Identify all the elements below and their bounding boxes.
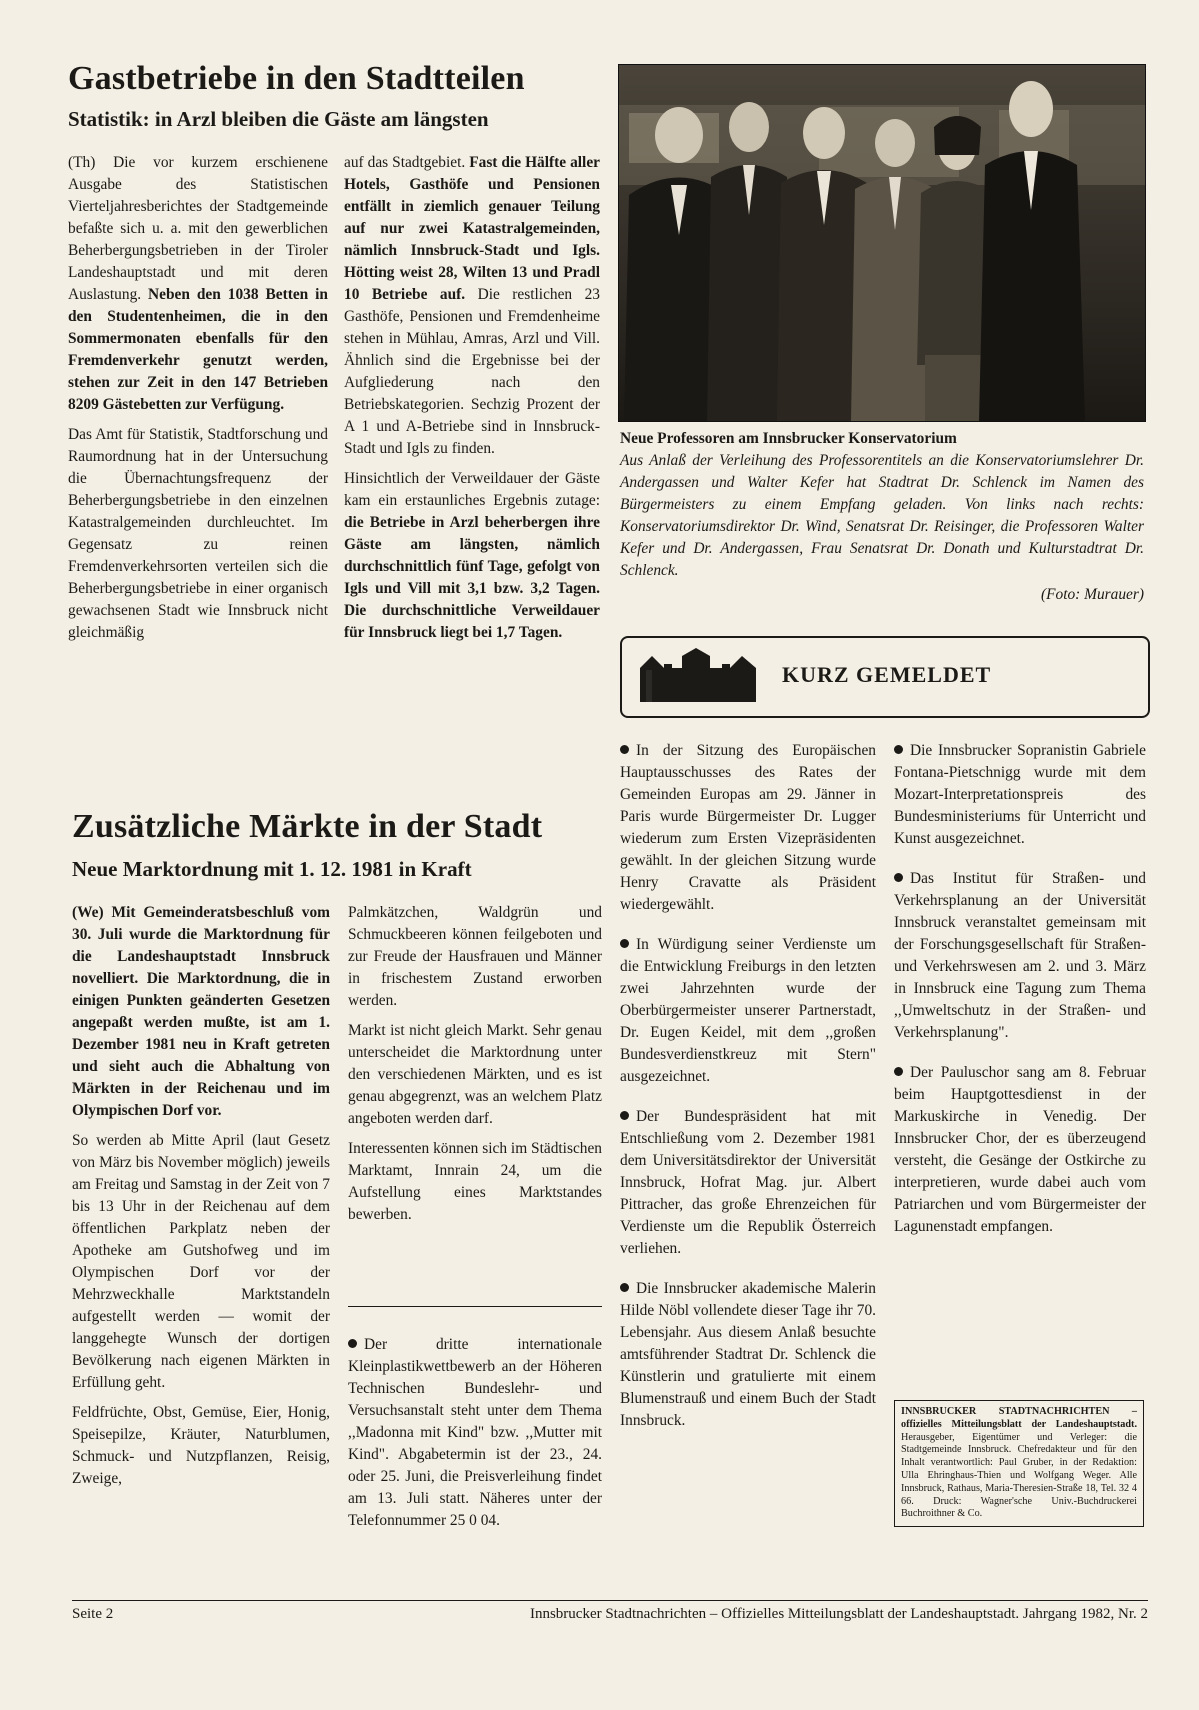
article2-paragraph: Interessenten können sich im Städtischen Marktamt, Innrain 24, um die Aufstellung eines Marktstandes bewerben. <box>348 1140 602 1223</box>
kurz-gemeldet-banner <box>620 636 1150 718</box>
bullet-icon <box>894 873 903 882</box>
footer-rule <box>72 1600 1148 1601</box>
kurz-column-1 <box>620 740 876 1440</box>
bullet-icon <box>620 1283 629 1292</box>
bold-text-run: die Betriebe in Arzl beherbergen ihre Gäste am längsten, nämlich durchschnittlich fünf Tage, gefolgt von Igls und Vill mit 3,1 bzw. 3,2 Tagen. Die durchschnittliche Verweildauer für Innsbruck liegt bei 1,7 Tagen. <box>344 514 600 641</box>
article2-paragraph: Feldfrüchte, Obst, Gemüse, Eier, Honig, Speisepilze, Kräuter, Naturblumen, Schmuck- und Nutzpflanzen, Reisig, Zweige, <box>72 1404 330 1487</box>
article2-paragraph: Markt ist nicht gleich Markt. Sehr genau unterscheidet die Marktordnung unter den verschiedenen Märkten, und es ist genau abgegrenzt, was an welchem Platz angeboten werden darf. <box>348 1022 602 1127</box>
kurz-item <box>620 1106 876 1260</box>
bullet-icon <box>894 1067 903 1076</box>
group-photo <box>618 64 1146 422</box>
group-photo-illustration <box>619 65 1145 421</box>
kurz-item-text: Das Institut für Straßen- und Verkehrsplanung an der Universität Innsbruck veranstaltet gemeinsam mit der Forschungsgesellschaft für Straßen- und Verkehrswesen am 2. und 3. März in Innsbruck eine Tagung zum Thema ,,Umweltschutz in der Straßen- und Verkehrsplanung". <box>894 870 1146 1041</box>
notice-item <box>348 1334 602 1532</box>
text-run: Die restlichen 23 Gasthöfe, Pensionen und Fremdenheime stehen in Mühlau, Amras, Arzl und Vill. Ähnlich sind die Ergebnisse bei der Aufgliederung nach den Betriebskategorien. Sechzig Prozent der A 1 und A-Betriebe sind in Innsbruck-Stadt und Igls zu finden. <box>344 286 600 457</box>
article1-title: Gastbetriebe in den Stadtteilen <box>68 60 525 97</box>
kurz-item <box>620 934 876 1088</box>
kurz-item <box>894 868 1146 1044</box>
footer-page-number: Seite 2 <box>72 1606 114 1622</box>
article2-title: Zusätzliche Märkte in der Stadt <box>72 808 543 845</box>
article2-subtitle: Neue Marktordnung mit 1. 12. 1981 in Kraft <box>72 857 472 881</box>
kurz-item-text: Die Innsbrucker akademische Malerin Hilde Nöbl vollendete dieser Tage ihr 70. Lebensjahr. Aus diesem Anlaß besuchte amtsführender Stadtrat Dr. Schlenck die Künstlerin und gratulierte mit einem Blumenstrauß und einem Buch der Stadt Innsbruck. <box>620 1280 876 1429</box>
article2-paragraph: Palmkätzchen, Waldgrün und Schmuckbeeren können feilgeboten und zur Freude der Hausfrauen und Männer in frischestem Zustand erworben werden. <box>348 904 602 1009</box>
notice-column <box>348 1334 602 1540</box>
impressum-box <box>894 1400 1144 1527</box>
photo-caption-text: Aus Anlaß der Verleihung des Professorentitels an die Konservatoriumslehrer Dr. Andergassen und Walter Kefer hat Stadtrat Dr. Schlenck im Namen des Bürgermeisters zu einem Empfang geladen. Von links nach rechts: Konservatoriumsdirektor Dr. Wind, Senatsrat Dr. Reisinger, die Professoren Walter Kefer und Dr. Andergassen, Frau Senatsrat Dr. Donath und Kulturstadtrat Dr. Schlenck. <box>620 452 1144 579</box>
article1-subtitle: Statistik: in Arzl bleiben die Gäste am längsten <box>68 107 489 131</box>
text-run: Hinsichtlich der Verweildauer der Gäste kam ein erstaunliches Ergebnis zutage: <box>344 470 600 509</box>
kurz-gemeldet-title: KURZ GEMELDET <box>782 662 992 687</box>
kurz-item-text: In der Sitzung des Europäischen Hauptausschusses des Rates der Gemeinden Europas am 29. Jänner in Paris wurde Bürgermeister Dr. Lugger wiederum zum Ersten Vizepräsidenten gewählt. In der gleichen Sitzung wurde Henry Cravatte als Präsident wiedergewählt. <box>620 742 876 913</box>
article1-paragraph <box>68 152 328 416</box>
kurz-item <box>620 740 876 916</box>
bullet-icon <box>620 1111 629 1120</box>
kurz-item-text: Der Pauluschor sang am 8. Februar beim Hauptgottesdienst in der Markuskirche in Venedig. Der Innsbrucker Chor, der es überzeugend versteht, die Gesänge der Ostkirche zu interpretieren, wurde dabei auch vom Patriarchen und vom Bürgermeister der Lagunenstadt empfangen. <box>894 1064 1146 1235</box>
city-tower-icon <box>638 646 758 706</box>
article2-paragraph <box>72 902 330 1122</box>
article2-paragraph: So werden ab Mitte April (laut Gesetz von März bis November möglich) jeweils am Freitag und Samstag in der Zeit von 7 bis 13 Uhr in der Reichenau auf dem öffentlichen Parkplatz neben der Apotheke am Gutshofweg und im Olympischen Dorf vor der Mehrzweckhalle Marktstandeln aufgestellt werden — womit der langgehegte Wunsch der dortigen Bevölkerung nach eigenen Märkten in Erfüllung geht. <box>72 1132 330 1391</box>
kurz-column-2 <box>894 740 1146 1246</box>
kurz-item <box>894 1062 1146 1238</box>
article1-column-2 <box>344 152 600 652</box>
text-run: (Th) Die vor kurzem erschienene Ausgabe des Statistischen Vierteljahresberichtes der Stadtgemeinde befaßte sich u. a. mit den gewerblichen Beherbergungsbetrieben in der Tiroler Landeshauptstadt und mit deren Auslastung. <box>68 154 328 303</box>
kurz-item-text: Der Bundespräsident hat mit Entschließung vom 2. Dezember 1981 dem Universitätsdirektor der Universität Innsbruck, Hofrat Mag. jur. Albert Pittracher, das große Ehrenzeichen für Verdienste um die Republik Österreich verliehen. <box>620 1108 876 1257</box>
impressum-title: INNSBRUCKER STADTNACHRICHTEN – offizielles Mitteilungsblatt der Landeshauptstadt. <box>901 1406 1137 1430</box>
notice-text: Der dritte internationale Kleinplastikwettbewerb an der Höheren Technischen Bundeslehr- und Versuchsanstalt steht unter dem Thema ,,Madonna mit Kind" bzw. ,,Mutter mit Kind". Abgabetermin ist der 23., 24. oder 25. Juni, die Preisverleihung findet am 13. Juli statt. Näheres unter der Telefonnummer 25 0 04. <box>348 1336 602 1529</box>
photo-credit: (Foto: Murauer) <box>1040 586 1144 603</box>
text-run: auf das Stadtgebiet. <box>344 154 470 171</box>
kurz-item-text: Die Innsbrucker Sopranistin Gabriele Fontana-Pietschnigg wurde mit dem Mozart-Interpretationspreis des Bundesministeriums für Unterricht und Kunst ausgezeichnet. <box>894 742 1146 847</box>
bullet-icon <box>894 745 903 754</box>
bold-text-run: Neben den 1038 Betten in den Studentenheimen, die in den Sommermonaten ebenfalls für den Fremdenverkehr genutzt werden, stehen zur Zeit in den 147 Betrieben 8209 Gästebetten zur Verfügung. <box>68 286 328 413</box>
kurz-item-text: In Würdigung seiner Verdienste um die Entwicklung Freiburgs in den letzten zwei Jahrzehnten wurde der Oberbürgermeister unserer Partnerstadt, Dr. Eugen Keidel, mit dem ,,großen Bundesverdienstkreuz mit Stern" ausgezeichnet. <box>620 936 876 1085</box>
article1-paragraph <box>344 152 600 460</box>
article1-paragraph: Das Amt für Statistik, Stadtforschung und Raumordnung hat in der Untersuchung die Übernachtungsfrequenz der Beherbergungsbetriebe in den einzelnen Katastralgemeinden durchleuchtet. Im Gegensatz zu reinen Fremdenverkehrsorten verteilen sich die Beherbergungsbetriebe in einer organisch gewachsenen Stadt wie Innsbruck nicht gleichmäßig <box>68 426 328 641</box>
kurz-item <box>894 740 1146 850</box>
article2-column-2 <box>348 902 602 1234</box>
photo-caption <box>620 428 1144 582</box>
bold-text-run: Fast die Hälfte aller Hotels, Gasthöfe und Pensionen entfällt in ziemlich genauer Teilung auf nur zwei Katastralgemeinden, nämlich Innsbruck-Stadt und Igls. Hötting weist 28, Wilten 13 und Pradl 10 Betriebe auf. <box>344 154 600 303</box>
article1-column-1 <box>68 152 328 652</box>
bullet-icon <box>620 745 629 754</box>
bold-text-run: (We) Mit Gemeinderatsbeschluß vom 30. Juli wurde die Marktordnung für die Landeshauptstadt Innsbruck novelliert. Die Marktordnung, die in einigen Punkten geänderten Gesetzen angepaßt werden mußte, ist am 1. Dezember 1981 neu in Kraft getreten und sieht auch die Abhaltung von Märkten in der Reichenau und im Olympischen Dorf vor. <box>72 904 330 1119</box>
impressum-text: Herausgeber, Eigentümer und Verleger: die Stadtgemeinde Innsbruck. Chefredakteur und für den Inhalt verantwortlich: Paul Gruber, in der Redaktion: Ulla Ehringhaus-Thien und Wolfgang Weger. Alle Innsbruck, Rathaus, Maria-Theresien-Straße 18, Tel. 32 4 66. Druck: Wagner'sche Univ.-Buchdruckerei Buchroithner & Co. <box>901 1431 1137 1520</box>
kurz-item <box>620 1278 876 1432</box>
section-divider <box>348 1306 602 1307</box>
bullet-icon <box>620 939 629 948</box>
article2-column-1 <box>72 902 330 1498</box>
article1-paragraph <box>344 468 600 644</box>
footer-publication-line: Innsbrucker Stadtnachrichten – Offizielles Mitteilungsblatt der Landeshauptstadt. Jahrgang 1982, Nr. 2 <box>529 1606 1148 1622</box>
photo-caption-title: Neue Professoren am Innsbrucker Konservatorium <box>620 430 957 447</box>
bullet-icon <box>348 1339 357 1348</box>
